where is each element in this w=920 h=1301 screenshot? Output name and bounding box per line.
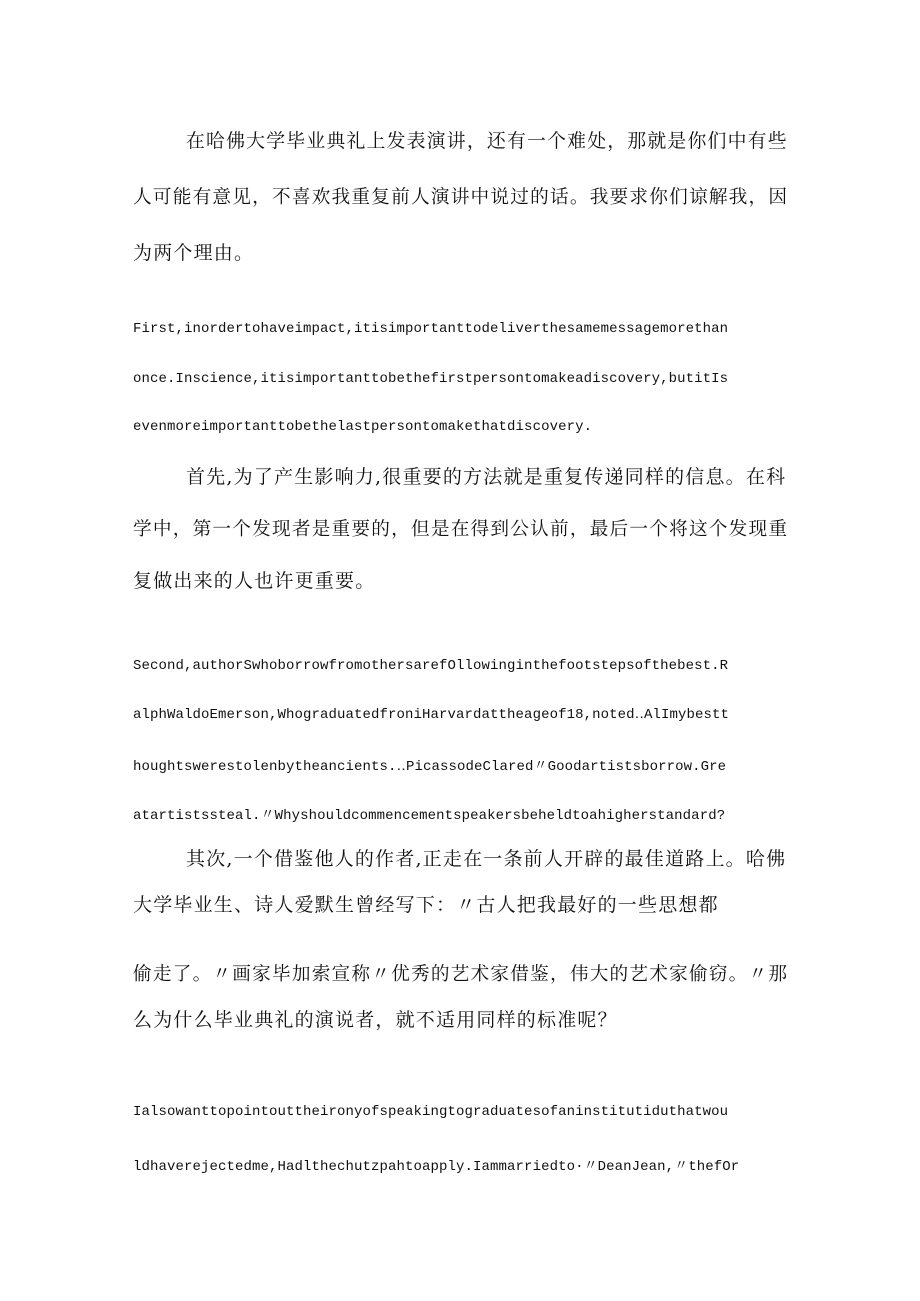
text-line: 学中，第一个发现者是重要的，但是在得到公认前，最后一个将这个发现重 [133,519,789,540]
text-line: 其次,一个借鉴他人的作者,正走在一条前人开辟的最佳道路上。哈佛 [186,848,787,870]
text-line: 大学毕业生、诗人爱默生曾经写下：〃古人把我最好的一些思想都 [133,894,719,916]
text-line: 偷走了。〃画家毕加索宣称〃优秀的艺术家借鉴，伟大的艺术家偷窃。〃那 [133,964,789,985]
text-line: 么为什么毕业典礼的演说者，就不适用同样的标准呢？ [133,1009,618,1031]
text-line: 人可能有意见，不喜欢我重复前人演讲中说过的话。我要求你们谅解我，因 [133,187,789,208]
text-line: houghtswerestolenbytheancients.‥PicassodeClared〃Goodartistsborrow.Gre [133,759,727,775]
text-line: 在哈佛大学毕业典礼上发表演讲，还有一个难处，那就是你们中有些 [186,130,788,152]
text-line: ldhaverejectedme,Hadlthechutzpahtoapply.Iammarriedto·〃DeanJean,〃thefOr [133,1159,740,1175]
text-line: once.Inscience,itisimportanttobethefirstpersontomakeadiscovery,butitIs [133,371,729,387]
text-line: Ialsowanttopointouttheironyofspeakingtograduatesofaninstitutiduthatwou [133,1104,729,1120]
text-line: 复做出来的人也许更重要。 [133,570,376,592]
text-line: First,inordertohaveimpact,itisimportanttodeliverthesamemessagemorethan [133,321,729,337]
text-line: Second,authorSwhoborrowfromothersarefOllowinginthefootstepsofthebest.R [133,658,729,674]
text-line: evenmoreimportanttobethelastpersontomakethatdiscovery. [133,419,593,435]
text-line: 为两个理由。 [133,242,255,264]
text-line: 首先,为了产生影响力,很重要的方法就是重复传递同样的信息。在科 [186,466,787,488]
text-line: atartistssteal.〃Whyshouldcommencementspeakersbeheldtoahigherstandard? [133,808,726,824]
text-line: alphWaldoEmerson,WhograduatedfroniHarvardattheageof18,noted‥AlImybestt [133,707,730,723]
